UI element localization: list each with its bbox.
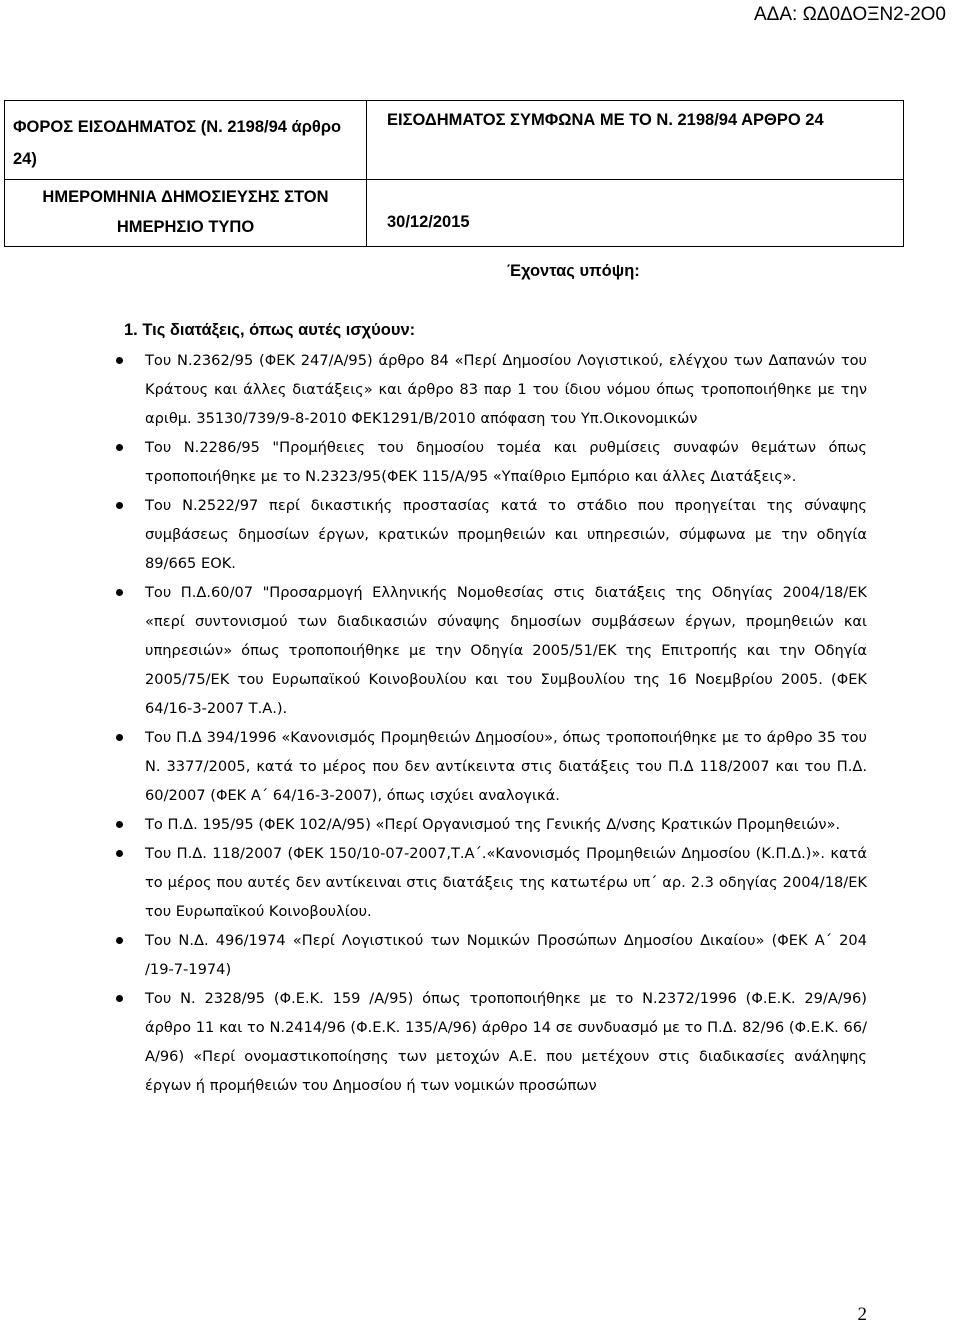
bullet-icon (116, 995, 123, 1002)
list-item-text: Του Π.Δ. 118/2007 (ΦΕΚ 150/10-07-2007,Τ.Α΄.«Κανονισμός Προμηθειών Δημοσίου (Κ.Π.Δ.)». κατά το μέρος που αυτές δεν αντίκειναι στις διατάξεις της κατωτέρω υπ΄ αρ. 2.3 οδηγίας 2004/18/ΕΚ του Ευρωπαϊκού Κοινοβουλίου. (145, 845, 867, 920)
bullet-icon (116, 444, 123, 451)
list-item (0, 984, 960, 1100)
provisions-list (0, 346, 960, 1100)
page-number: 2 (857, 1304, 867, 1325)
ada-code: ΑΔΑ: ΩΔ0ΔΟΞΝ2-2Ο0 (753, 4, 946, 25)
list-item-text: Του Π.Δ 394/1996 «Κανονισμός Προμηθειών Δημοσίου», όπως τροποποιήθηκε με το άρθρο 35 του Ν. 3377/2005, κατά το μέρος που δεν αντίκειντα στις διατάξεις του Π.Δ 118/2007 και του Π.Δ. 60/2007 (ΦΕΚ Α΄ 64/16-3-2007), όπως ισχύει αναλογικά. (145, 729, 867, 804)
list-item (0, 578, 960, 723)
table-row (5, 180, 904, 247)
tax-label-cell: ΦΟΡΟΣ ΕΙΣΟΔΗΜΑΤΟΣ (Ν. 2198/94 άρθρο 24) (5, 101, 367, 180)
list-item (0, 926, 960, 984)
bullet-icon (116, 850, 123, 857)
list-item-text: Του Ν.2286/95 "Προμήθειες του δημοσίου τομέα και ρυθμίσεις συναφών θεμάτων όπως τροποποιήθηκε με το Ν.2323/95(ΦΕΚ 115/Α/95 «Υπαίθριο Εμπόριο και άλλες Διατάξεις». (145, 439, 867, 485)
tax-value-cell: ΕΙΣΟΔΗΜΑΤΟΣ ΣΥΜΦΩΝΑ ΜΕ ΤΟ Ν. 2198/94 ΑΡΘΡΟ 24 (367, 101, 904, 180)
bullet-icon (116, 589, 123, 596)
list-item (0, 810, 960, 839)
list-item-text: Του Ν.2362/95 (ΦΕΚ 247/Α/95) άρθρο 84 «Περί Δημοσίου Λογιστικού, ελέγχου των Δαπανών του Κράτους και άλλες διατάξεις» και άρθρο 83 παρ 1 του ίδιου νόμου όπως τροποποιήθηκε με την αριθμ. 35130/739/9-8-2010 ΦΕΚ1291/Β/2010 απόφαση του Υπ.Οικονομικών (145, 352, 867, 427)
bullet-icon (116, 937, 123, 944)
list-item (0, 491, 960, 578)
list-item-text: Του Ν.2522/97 περί δικαστικής προστασίας κατά το στάδιο που προηγείται της σύναψης συμβάσεως δημοσίων έργων, κρατικών προμηθειών και υπηρεσιών, σύμφωνα με την οδηγία 89/665 ΕΟΚ. (145, 497, 867, 572)
bullet-icon (116, 357, 123, 364)
list-item-text: Του Ν. 2328/95 (Φ.Ε.Κ. 159 /Α/95) όπως τροποποιήθηκε με το Ν.2372/1996 (Φ.Ε.Κ. 29/Α/96) άρθρο 11 και το Ν.2414/96 (Φ.Ε.Κ. 135/Α/96) άρθρο 14 σε συνδυασμό με το Π.Δ. 82/96 (Φ.Ε.Κ. 66/Α/96) «Περί ονομαστικοποίησης των μετοχών Α.Ε. που μετέχουν στις διαδικασίες ανάληψης έργων ή προμήθειών του Δημοσίου ή των νομικών προσώπων (145, 990, 867, 1094)
list-item (0, 839, 960, 926)
bullet-icon (116, 821, 123, 828)
list-item (0, 346, 960, 433)
list-item-text: Το Π.Δ. 195/95 (ΦΕΚ 102/Α/95) «Περί Οργανισμού της Γενικής Δ/νσης Κρατικών Προμηθειών». (145, 816, 841, 833)
given-heading: Έχοντας υπόψη: (507, 262, 640, 280)
publication-date-value-cell: 30/12/2015 (367, 180, 904, 247)
list-item-text: Του Ν.Δ. 496/1974 «Περί Λογιστικού των Νομικών Προσώπων Δημοσίου Δικαίου» (ΦΕΚ Α΄ 204 /19-7-1974) (145, 932, 867, 978)
numbered-item-1: 1. Τις διατάξεις, όπως αυτές ισχύουν: (124, 321, 416, 339)
bullet-icon (116, 734, 123, 741)
list-item-text: Του Π.Δ.60/07 "Προσαρμογή Ελληνικής Νομοθεσίας στις διατάξεις της Οδηγίας 2004/18/ΕΚ «περί συντονισμού των διαδικασιών σύναψης δημοσίων συμβάσεων έργων, προμηθειών και υπηρεσιών» όπως τροποποιήθηκε με την Οδηγία 2005/51/ΕΚ της Επιτροπής και την Οδηγία 2005/75/ΕΚ του Ευρωπαϊκού Κοινοβουλίου και του Συμβουλίου της 16 Νοεμβρίου 2005. (ΦΕΚ 64/16-3-2007 Τ.Α.). (145, 584, 867, 717)
publication-date-label-cell: ΗΜΕΡΟΜΗΝΙΑ ΔΗΜΟΣΙΕΥΣΗΣ ΣΤΟΝ ΗΜΕΡΗΣΙΟ ΤΥΠΟ (5, 180, 367, 247)
bullet-icon (116, 502, 123, 509)
list-item (0, 433, 960, 491)
table-row (5, 101, 904, 180)
list-item (0, 723, 960, 810)
header-table (4, 100, 904, 247)
